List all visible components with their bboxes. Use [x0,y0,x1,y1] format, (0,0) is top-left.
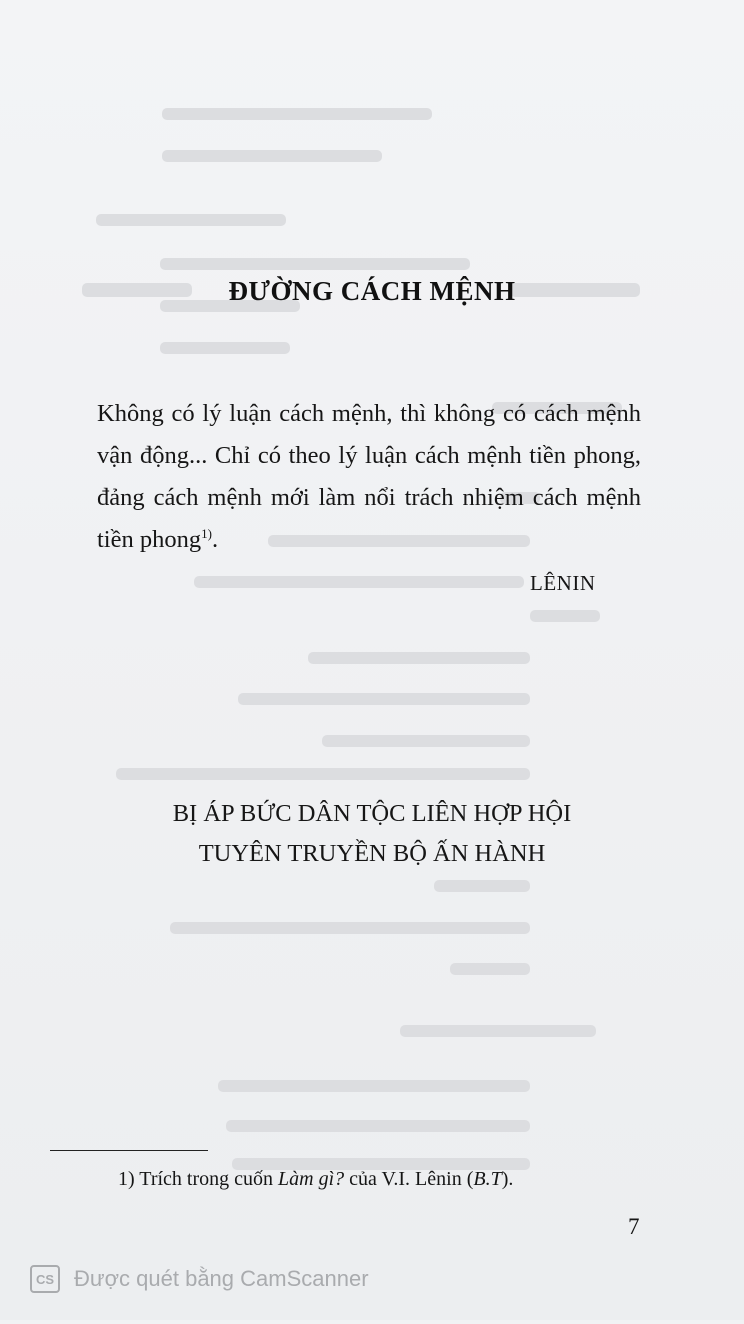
quote-end: . [211,525,219,553]
camscanner-logo-text: CS [35,1272,55,1287]
footnote [118,1168,513,1191]
camscanner-watermark [30,1264,369,1294]
quote-author: LÊNIN [530,571,596,595]
publisher-line-1: BỊ ÁP BỨC DÂN TỘC LIÊN HỢP HỘI [172,800,572,827]
footnote-book-title: Làm gì? [278,1168,345,1190]
footnote-editor-mark: B.T [473,1168,502,1190]
footnote-prefix: 1) Trích trong cuốn [118,1168,278,1190]
footnote-marker: 1) [201,525,212,541]
epigraph-quote [97,393,641,561]
footnote-middle: của V.I. Lênin ( [344,1168,474,1190]
footnote-divider [50,1150,208,1151]
page-title: ĐƯỜNG CÁCH MỆNH [228,276,516,306]
watermark-text: Được quét bằng CamScanner [74,1266,369,1291]
camscanner-logo-icon [30,1265,60,1293]
page-number: 7 [628,1214,640,1239]
publisher-block [0,794,744,874]
publisher-line-2: TUYÊN TRUYỀN BỘ ẤN HÀNH [198,840,546,867]
quote-text: Không có lý luận cách mệnh, thì không có cách mệnh vận động... Chỉ có theo lý luận cách mệnh tiền phong, đảng cách mệnh mới làm nổi trách nhiệm cách mệnh tiền phong [97,399,641,553]
camscanner-logo-svg [32,1267,58,1291]
footnote-suffix: ). [501,1168,514,1190]
